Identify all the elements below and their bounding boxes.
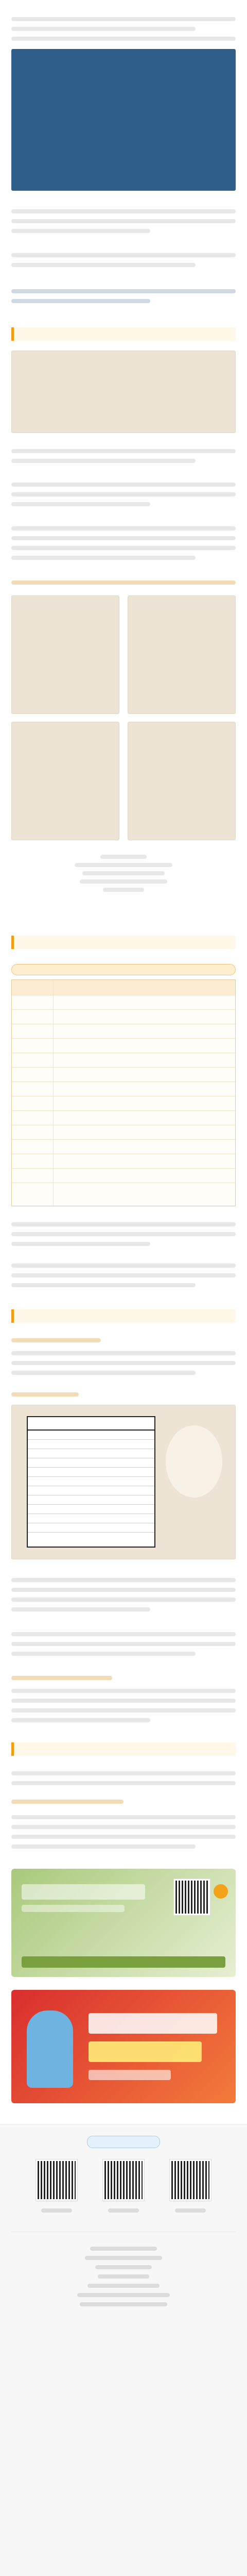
qr-code-douyin-icon[interactable] (170, 2159, 211, 2201)
section4-heading (11, 1309, 236, 1323)
nutrition-facts-label (27, 1416, 155, 1548)
follow-us-title (87, 2136, 160, 2148)
section4-paragraph-4 (0, 1683, 247, 1728)
table-row (12, 1024, 235, 1039)
photo-grid (0, 595, 247, 840)
nutrition-row (28, 1514, 154, 1523)
table-row (12, 1068, 235, 1082)
table-row (12, 1039, 235, 1053)
nutrition-row (28, 1468, 154, 1477)
table-row (12, 1169, 235, 1183)
section3-paragraph-1 (0, 1217, 247, 1252)
table-title (11, 964, 236, 975)
section1-highlight-question (0, 284, 247, 309)
coconut-image (128, 595, 236, 714)
section4-paragraph-2 (0, 1572, 247, 1617)
table-row (12, 1053, 235, 1068)
qr-code-icon (174, 1879, 210, 1915)
table-row (12, 1010, 235, 1024)
section2-paragraph-3 (0, 521, 247, 566)
section5-paragraph-1 (0, 1766, 247, 1791)
table-row (12, 995, 235, 1010)
table-row (12, 1096, 235, 1111)
nutrition-row (28, 1458, 154, 1468)
section2-paragraph-1 (0, 443, 247, 469)
nutrition-row (28, 1477, 154, 1486)
hero-image (11, 49, 236, 191)
oats-image (11, 722, 119, 840)
section2-highlight-question (0, 575, 247, 590)
section4-subheading-2 (0, 1387, 247, 1402)
footer (0, 2124, 247, 2576)
section5-paragraph-2 (0, 1809, 247, 1854)
nutrition-row (28, 1505, 154, 1514)
section1-paragraph-2 (0, 247, 247, 273)
nutrition-row (28, 1523, 154, 1533)
table-row (12, 1154, 235, 1169)
footer-credits (0, 2232, 247, 2306)
intro-paragraph (0, 11, 247, 46)
nutrition-row (28, 1431, 154, 1440)
section1-paragraph-1 (0, 204, 247, 239)
soybeans-image (11, 595, 119, 714)
promo-banner-1[interactable] (11, 1869, 236, 1977)
nutrition-row (28, 1495, 154, 1505)
section5-subheading-1 (0, 1794, 247, 1809)
section4-paragraph-1 (0, 1345, 247, 1381)
go-badge-icon (214, 1884, 228, 1899)
nutrition-row (28, 1449, 154, 1458)
banner-1-footer-strip (22, 1956, 225, 1968)
table-row (12, 1140, 235, 1154)
qr-code-wechat-icon[interactable] (36, 2159, 77, 2201)
nutrition-row (28, 1486, 154, 1495)
section5-heading (11, 1742, 236, 1756)
section3-paragraph-2 (0, 1258, 247, 1293)
section3-heading (11, 936, 236, 949)
table-row (12, 1082, 235, 1096)
nutrition-title (28, 1417, 154, 1431)
table-row (12, 1125, 235, 1140)
milk-glasses-image (11, 351, 236, 433)
mascot-illustration (27, 2010, 73, 2088)
section2-heading (11, 327, 236, 341)
almonds-image (128, 722, 236, 840)
qr-code-weibo-icon[interactable] (103, 2159, 144, 2201)
section2-paragraph-2 (0, 477, 247, 512)
promo-banner-2[interactable] (11, 1990, 236, 2103)
milk-glass-illustration (166, 1425, 222, 1498)
photo-caption (0, 851, 247, 896)
table-row (12, 1111, 235, 1125)
table-header-row (12, 980, 235, 995)
qr-row (0, 2159, 247, 2226)
nutrition-row (28, 1440, 154, 1449)
section4-paragraph-3 (0, 1626, 247, 1661)
comparison-table (11, 979, 236, 1206)
